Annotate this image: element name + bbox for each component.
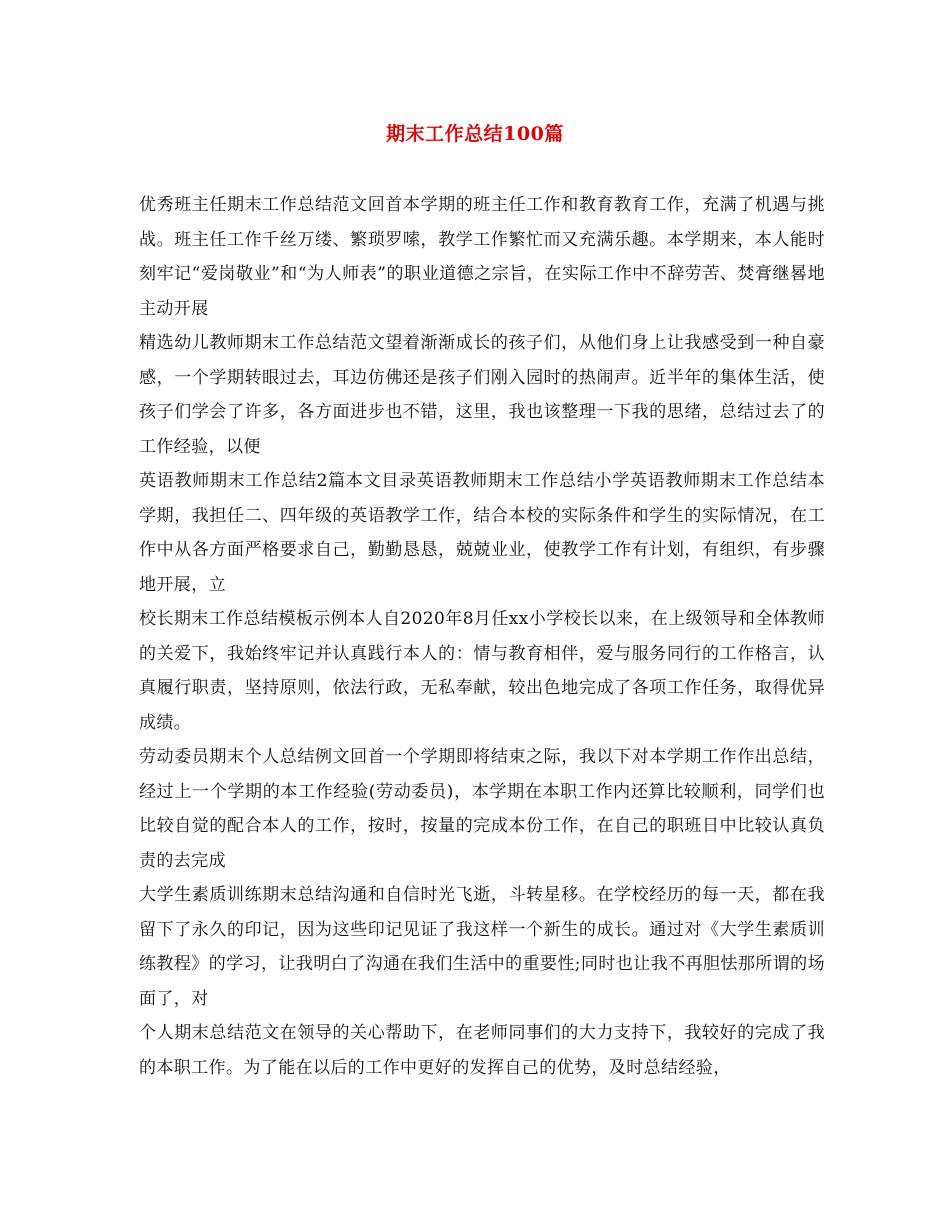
paragraph-english-teacher-summary: 英语教师期末工作总结2篇本文目录英语教师期末工作总结小学英语教师期末工作总结本学期，我担任二、四年级的英语教学工作，结合本校的实际条件和学生的实际情况，在工作中从各方面严格要求自己，勤勤恳恳，兢兢业业，使教学工作有计划，有组织，有步骤地开展，立 [139,471,825,595]
document-title: 期末工作总结100篇 [386,123,564,145]
document-body [139,188,825,1085]
paragraph-head-teacher-summary: 优秀班主任期末工作总结范文回首本学期的班主任工作和教育教育工作，充满了机遇与挑战。班主任工作千丝万缕、繁琐罗嗦，教学工作繁忙而又充满乐趣。本学期来，本人能时刻牢记“爱岗敬业”和“为人师表”的职业道德之宗旨，在实际工作中不辞劳苦、焚膏继晷地主动开展 [139,195,825,319]
paragraph-labor-committee-summary: 劳动委员期末个人总结例文回首一个学期即将结束之际，我以下对本学期工作作出总结，经过上一个学期的本工作经验(劳动委员)，本学期在本职工作内还算比较顺利，同学们也比较自觉的配合本人的工作，按时，按量的完成本份工作，在自己的职班日中比较认真负责的去完成 [139,747,825,871]
paragraph-personal-summary: 个人期末总结范文在领导的关心帮助下，在老师同事们的大力支持下，我较好的完成了我的本职工作。为了能在以后的工作中更好的发挥自己的优势，及时总结经验， [139,1023,825,1078]
paragraph-quality-training-summary: 大学生素质训练期末总结沟通和自信时光飞逝，斗转星移。在学校经历的每一天，都在我留下了永久的印记，因为这些印记见证了我这样一个新生的成长。通过对《大学生素质训练教程》的学习，让我明白了沟通在我们生活中的重要性;同时也让我不再胆怯那所谓的场面了，对 [139,885,825,1009]
paragraph-principal-summary: 校长期末工作总结模板示例本人自2020年8月任xx小学校长以来，在上级领导和全体教师的关爱下，我始终牢记并认真践行本人的：情与教育相伴，爱与服务同行的工作格言，认真履行职责，坚持原则，依法行政，无私奉献，较出色地完成了各项工作任务，取得优异成绩。 [139,609,825,733]
paragraph-kindergarten-teacher-summary: 精选幼儿教师期末工作总结范文望着渐渐成长的孩子们，从他们身上让我感受到一种自豪感，一个学期转眼过去，耳边仿佛还是孩子们刚入园时的热闹声。近半年的集体生活，使孩子们学会了许多，各方面进步也不错，这里，我也该整理一下我的思绪，总结过去了的工作经验，以便 [139,333,825,457]
